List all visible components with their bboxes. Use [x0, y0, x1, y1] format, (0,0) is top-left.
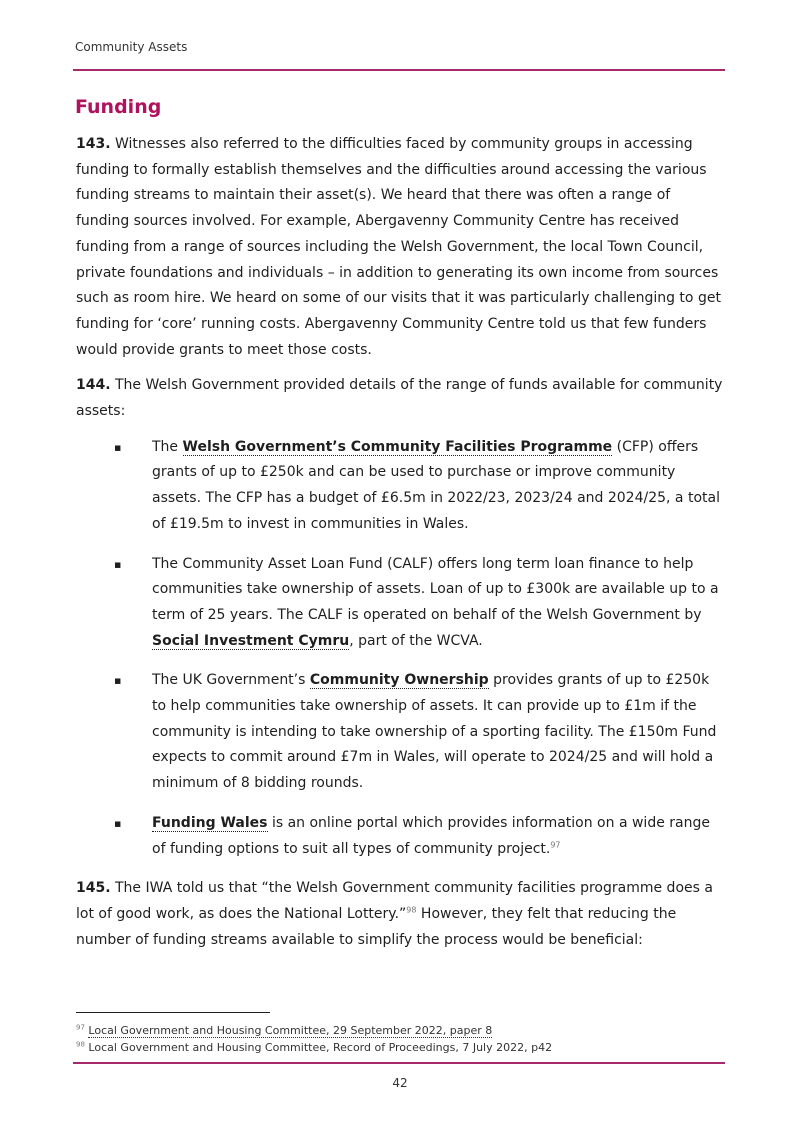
footnote-divider	[76, 1012, 270, 1013]
paragraph-145	[76, 876, 724, 953]
paragraph-143	[76, 132, 724, 363]
bullet-text-after: (CFP) offers grants of up to £250k and can be used to purchase or improve community assets. The CFP has a budget of £6.5m in 2022/23, 2023/24 and 2024/25, a total of £19.5m to invest in communities in Wales.	[152, 438, 720, 532]
bullet-icon: ▪	[114, 674, 122, 688]
paragraph-text-before: The IWA told us that “the Welsh Government community facilities programme does a lot of good work, as does the National Lottery.”	[76, 880, 713, 922]
footnote-number: 98	[76, 1040, 85, 1049]
page-number: 42	[392, 1076, 408, 1090]
header-divider	[73, 69, 725, 71]
list-item-community-ownership	[76, 668, 724, 797]
bullet-text-before: The UK Government’s	[152, 672, 310, 689]
cfp-link[interactable]: Welsh Government’s Community Facilities Programme	[182, 438, 613, 455]
footnotes	[76, 1022, 724, 1056]
bullet-text-after: provides grants of up to £250k to help communities take ownership of assets. It can provide up to £1m if the community is intending to take ownership of a sporting facility. The £150m Fund expects to commit around £7m in Wales, will operate to 2024/25 and will hold a minimum of 8 bidding rounds.	[152, 672, 717, 792]
footer-divider	[73, 1062, 725, 1064]
paragraph-number: 144.	[76, 377, 111, 394]
bullet-icon: ▪	[114, 816, 122, 830]
paragraph-text: The Welsh Government provided details of the range of funds available for community assets:	[76, 377, 723, 420]
bullet-text-after: , part of the WCVA.	[349, 632, 483, 649]
footnote-98	[76, 1039, 724, 1056]
section-title: Funding	[75, 96, 162, 118]
paragraph-text-after: However, they felt that reducing the number of funding streams available to simplify the process would be beneficial:	[76, 905, 677, 948]
list-item-calf	[76, 552, 724, 655]
community-ownership-link[interactable]: Community Ownership	[309, 672, 489, 689]
funds-list	[76, 435, 724, 863]
footnote-ref-98[interactable]: 98	[406, 905, 417, 915]
list-item-funding-wales	[76, 811, 724, 862]
paragraph-text: Witnesses also referred to the difficulties faced by community groups in accessing funding to formally establish themselves and the difficulties around accessing the various funding streams to maintain their asset(s). We heard that there was often a range of funding sources involved. For example, Abergavenny Community Centre has received funding from a range of sources including the Welsh Government, the local Town Council, private foundations and individuals – in addition to generating its own income from sources such as room hire. We heard on some of our visits that it was particularly challenging to get funding for ‘core’ running costs. Abergavenny Community Centre told us that few funders would provide grants to meet those costs.	[76, 136, 721, 358]
main-content	[76, 132, 724, 963]
footnote-97	[76, 1022, 724, 1039]
bullet-text-before: The Community Asset Loan Fund (CALF) offers long term loan finance to help communities take ownership of assets. Loan of up to £300k are available up to a term of 25 years. The CALF is operated on behalf of the Welsh Government by	[152, 555, 719, 623]
bullet-text-after: is an online portal which provides information on a wide range of funding options to suit all types of community project.	[152, 814, 710, 857]
paragraph-number: 145.	[76, 880, 111, 897]
bullet-icon: ▪	[114, 440, 122, 454]
funding-wales-link[interactable]: Funding Wales	[152, 814, 268, 831]
paragraph-144	[76, 373, 724, 424]
bullet-icon: ▪	[114, 557, 122, 571]
footnote-97-link[interactable]: Local Government and Housing Committee, 29 September 2022, paper 8	[88, 1024, 493, 1037]
footnote-number: 97	[76, 1023, 85, 1032]
social-investment-cymru-link[interactable]: Social Investment Cymru	[152, 632, 350, 649]
running-header: Community Assets	[75, 40, 188, 54]
paragraph-number: 143.	[76, 136, 111, 152]
list-item-cfp	[76, 435, 724, 538]
bullet-text-before: The	[152, 438, 183, 455]
footnote-98-text: Local Government and Housing Committee, Record of Proceedings, 7 July 2022, p42	[88, 1041, 553, 1054]
footnote-ref-97[interactable]: 97	[550, 839, 561, 849]
